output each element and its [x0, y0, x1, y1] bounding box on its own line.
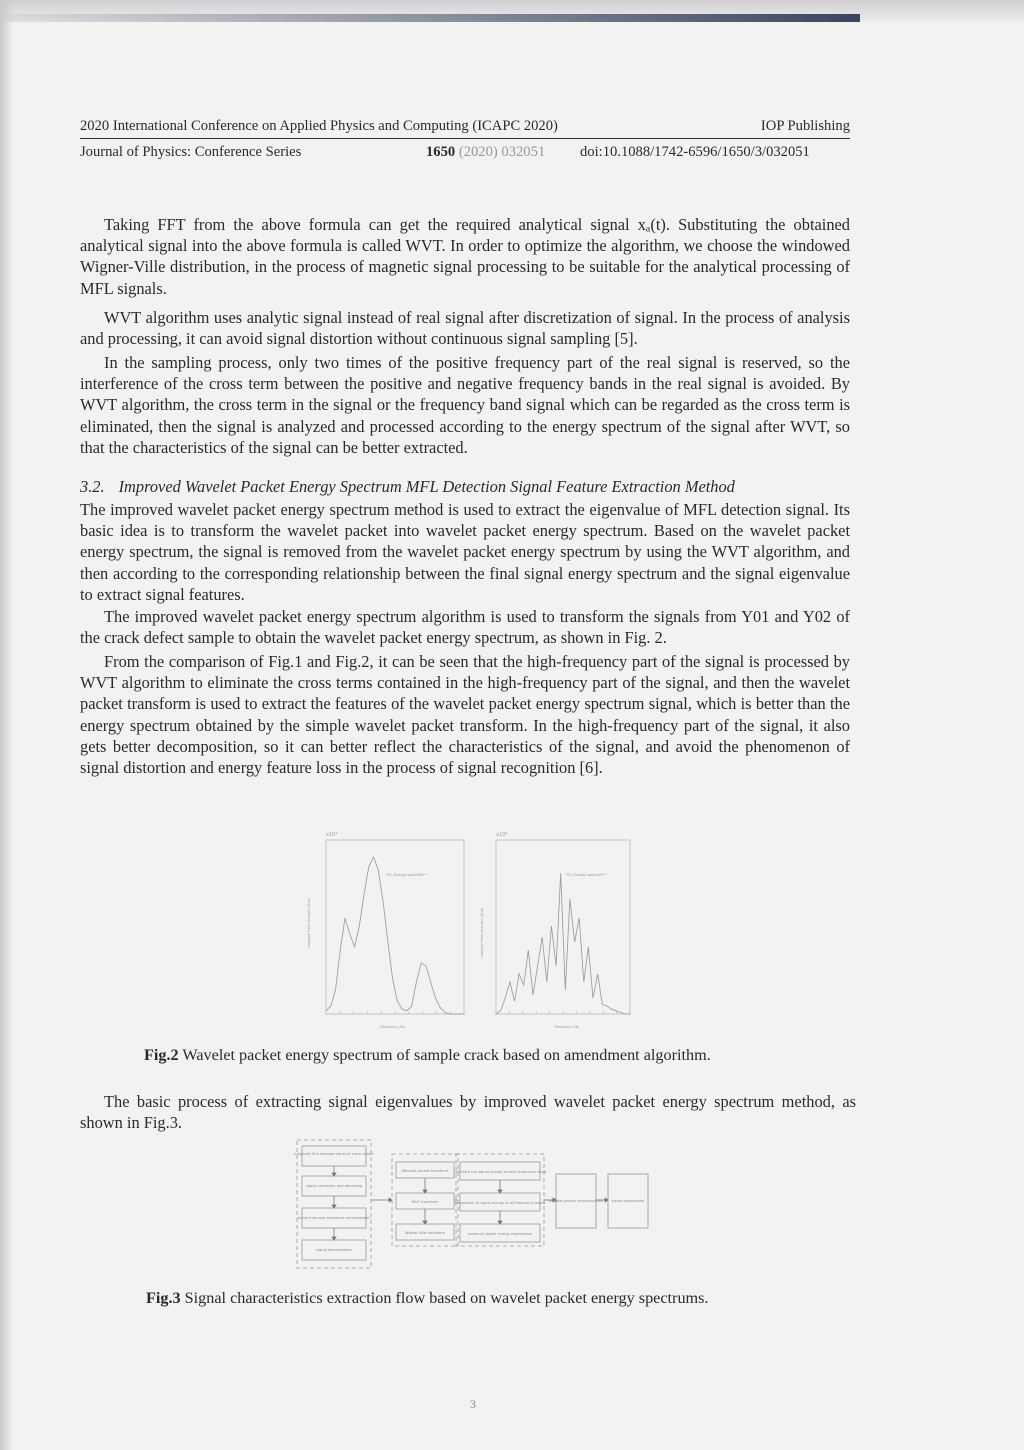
paragraph: Taking FFT from the above formula can get the required analytical signal xₐ(t). Substituting the obtained analytical signal into the above formula is called WVT. In order to optimize the algorithm, we choose the windowed Wigner-Ville distribution, in the process of magnetic signal processing to be suitable for the analytical processing of MFL signals. [80, 215, 850, 298]
series-line [326, 857, 464, 1014]
legend-label: Y02 Energy spectrum [566, 873, 604, 877]
flow-text: WVT transform [411, 1200, 439, 1204]
journal-line [80, 144, 850, 164]
y-axis-label: Leakage Field strength (A/m) [480, 907, 484, 958]
figure-2 [300, 828, 640, 1038]
arrow-head [332, 1205, 336, 1208]
paragraph: From the comparison of Fig.1 and Fig.2, it can be seen that the high-frequency part of the signal is processed by WVT algorithm to eliminate the cross terms contained in the high-frequency part of the signal, and then the wavelet packet transform is used to extract the features of the wavelet packet energy spectrum signal, which is better than the energy spectrum obtained by the simple wavelet packet transform. In the high-frequency part of the signal, it also gets better decomposition, so it can better reflect the characteristics of the signal, and avoid the phenomenon of signal distortion and energy feature loss in the process of signal recognition [6]. [80, 652, 850, 778]
paragraph: The improved wavelet packet energy spectrum algorithm is used to transform the signals from Y01 and Y02 of the crack defect sample to obtain the wavelet packet energy spectrum, as shown in Fig. 2. [80, 607, 850, 648]
caption-text: Signal characteristics extraction flow based on wavelet packet energy spectrums. [180, 1289, 709, 1307]
flow-text: magnetic flux leakage signal of crack defect [294, 1152, 374, 1156]
y-axis-label: Leakage Field strength (A/m) [307, 897, 311, 948]
journal-name: Journal of Physics: Conference Series [80, 144, 302, 160]
scale-label: x10⁴ [496, 832, 508, 838]
arrow-head [605, 1198, 608, 1202]
series-line [496, 873, 630, 1014]
paragraph: WVT algorithm uses analytic signal instead of real signal after discretization of signal. In the process of analysis and processing, it can avoid signal distortion without continuous signal sampling [5]. [80, 308, 850, 349]
arrow-head [332, 1173, 336, 1176]
flow-text: wavelet packet reconstruction [548, 1199, 604, 1203]
paragraph: The basic process of extracting signal eigenvalues by improved wavelet packet energy spectrum method, as shown in Fig.3. [80, 1092, 856, 1133]
paragraph: In the sampling process, only two times of the positive frequency part of the real signal is reserved, so the interference of the cross term between the positive and negative frequency bands in the real signal is avoided. By WVT algorithm, the cross term in the signal or the frequency band signal which can be regarded as the cross term is eliminated, then the signal is analyzed and processed according to the energy spectrum of the signal after WVT, so that the characteristics of the signal can be better extracted. [80, 353, 850, 457]
section-number: 3.2. [80, 477, 105, 496]
chart-left [307, 832, 464, 1029]
year-article: (2020) 032051 [458, 144, 546, 160]
arrow-head [389, 1198, 392, 1202]
flow-text: signal eigenvector [611, 1199, 645, 1203]
flow-text: construct signal energy eigenvector [467, 1232, 533, 1236]
flow-text: signal intercept amplitude normalization [297, 1216, 371, 1220]
caption-label: Fig.3 [146, 1289, 181, 1307]
arrow-head [423, 1190, 427, 1193]
x-axis-label: Frequency /Hz [554, 1025, 579, 1029]
x-axis-label: Frequency /Hz [380, 1025, 405, 1029]
figure-3 [294, 1138, 654, 1272]
flow-text: Wavelet packet transform [401, 1169, 449, 1173]
section-heading [80, 477, 850, 497]
flow-text: signal discretization [316, 1248, 352, 1252]
figure-2-caption [144, 1046, 711, 1065]
flow-box [302, 1146, 366, 1166]
citation-info [426, 144, 545, 161]
page-number: 3 [470, 1397, 476, 1411]
figure-3-caption [146, 1289, 708, 1308]
arrow-head [332, 1237, 336, 1240]
figure-2-plots [300, 828, 640, 1038]
section-title: Improved Wavelet Packet Energy Spectrum MFL Detection Signal Feature Extraction Method [118, 477, 735, 496]
flow-text: Wigner-Ville transform [405, 1231, 445, 1235]
running-header [80, 118, 850, 139]
volume-number: 1650 [426, 144, 456, 160]
chart-right [480, 832, 630, 1029]
conference-name: 2020 International Conference on Applied Physics and Computing (ICAPC 2020) [80, 118, 558, 134]
caption-label: Fig.2 [144, 1046, 179, 1064]
flow-text: calculate the signal energy of each frequency band [453, 1170, 547, 1174]
scale-label: x10⁴ [326, 832, 338, 838]
paragraph: The improved wavelet packet energy spectrum method is used to extract the eigenvalue of MFL detection signal. Its basic idea is to transform the wavelet packet into wavelet packet energy spectrum. Based on the wavelet packet energy spectrum, the signal is removed from the wavelet packet energy spectrum by using the WVT algorithm, and then according to the corresponding relationship between the final signal energy spectrum and the signal eigenvalue to extract signal features. [80, 500, 850, 604]
flow-text: signal correction and denoising [305, 1184, 363, 1188]
arrow-head [498, 1190, 502, 1193]
legend-label: Y01 Energy spectrum [386, 873, 424, 877]
publisher-name: IOP Publishing [760, 118, 850, 134]
arrow-head [498, 1221, 502, 1224]
arrow-head [423, 1221, 427, 1224]
flow-text: integration of signal energy in all frequency bands [454, 1201, 546, 1205]
figure-3-flowchart [294, 1138, 654, 1272]
caption-text: Wavelet packet energy spectrum of sample crack based on amendment algorithm. [178, 1046, 711, 1064]
doi-link[interactable]: doi:10.1088/1742-6596/1650/3/032051 [580, 144, 810, 160]
